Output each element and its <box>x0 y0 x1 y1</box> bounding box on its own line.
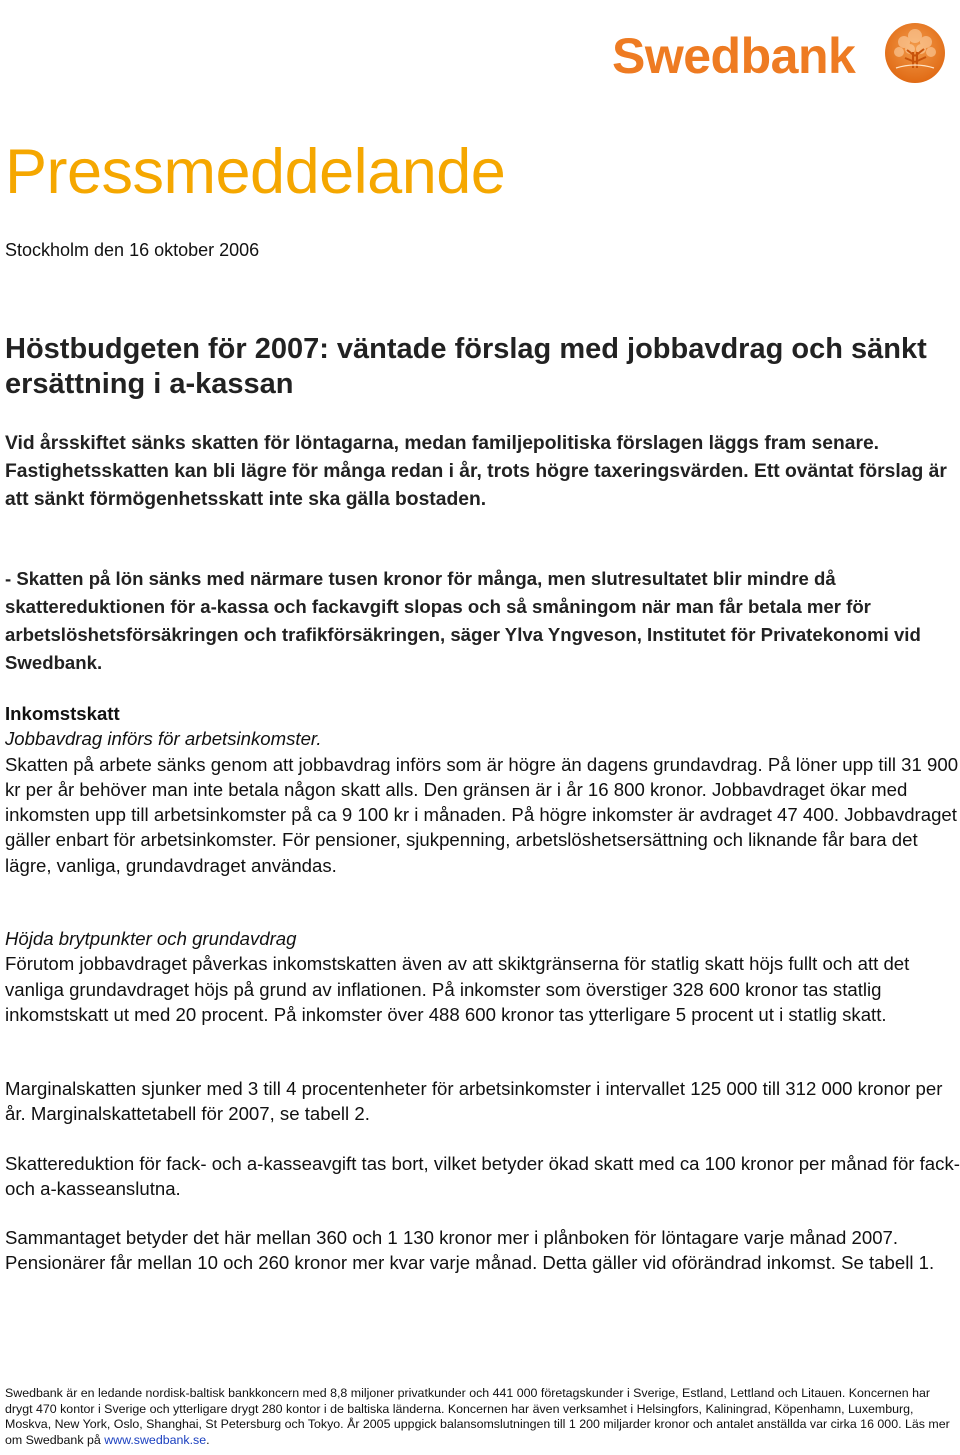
body-paragraph: Marginalskatten sjunker med 3 till 4 procentenheter för arbetsinkomster i intervallet 125 000 till 312 000 kronor per år. Marginalskattetabell för 2007, se tabell 2. <box>5 1078 943 1125</box>
dateline: Stockholm den 16 oktober 2006 <box>5 240 260 260</box>
body-paragraph: Skattereduktion för fack- och a-kasseavgift tas bort, vilket betyder ökad skatt med ca 100 kronor per månad för fack- och a-kasseanslutna. <box>5 1153 960 1200</box>
document-type-title: Pressmeddelande <box>5 137 506 207</box>
section-brackets <box>5 926 960 1027</box>
body-paragraph-summary <box>5 1225 960 1276</box>
body-paragraph: Sammantaget betyder det här mellan 360 och 1 130 kronor mer i plånboken för löntagare varje månad 2007. Pensionärer får mellan 10 och 260 kronor mer kvar varje månad. Detta gäller vid oförändrad inkomst. Se tabell 1. <box>5 1227 935 1274</box>
body-paragraph-tax-reduction <box>5 1151 960 1202</box>
lead-paragraph: Vid årsskiftet sänks skatten för löntagarna, medan familjepolitiska förslagen läggs fram senare. Fastighetsskatten kan bli lägre för många redan i år, trots högre taxeringsvärden. Ett oväntat förslag är att sänkt förmögenhetsskatt inte ska gälla bostaden. <box>5 433 947 510</box>
section-income-tax <box>5 701 960 878</box>
section-heading: Inkomstskatt <box>5 703 120 724</box>
section-subheading: Höjda brytpunkter och grundavdrag <box>5 928 297 949</box>
oak-tree-seal-icon <box>882 22 948 84</box>
quote-paragraph: - Skatten på lön sänks med närmare tusen kronor för många, men slutresultatet blir mindre då skattereduktionen för a-kassa och fackavgift slopas och så småningom när man får betala mer för arbetslöshetsförsäkringen och trafikförsäkringen, säger Ylva Yngveson, Institutet för Privatekonomi vid Swedbank. <box>5 568 921 673</box>
body-paragraph: Förutom jobbavdraget påverkas inkomstskatten även av att skiktgränserna för statlig skatt höjs fullt och att det vanliga grundavdraget höjs på grund av inflationen. På inkomster som överstiger 328 600 kronor tas statlig inkomstskatt ut med 20 procent. På inkomster över 488 600 kronor tas ytterligare 5 procent ut i statlig skatt. <box>5 953 910 1025</box>
section-body: Skatten på arbete sänks genom att jobbavdrag införs som är högre än dagens grundavdrag. På löner upp till 31 900 kr per år behöver man inte betala någon skatt alls. Den gränsen är i år 16 800 kronor. Jobbavdraget ökar med inkomsten upp till arbetsinkomster på ca 9 100 kr i månaden. På högre inkomster är avdraget 47 400. Jobbavdraget gäller enbart för arbetsinkomster. För pensioner, sjukpenning, arbetslöshetsersättning och liknande får bara det lägre, vanliga, grundavdraget användas. <box>5 753 959 876</box>
headline: Höstbudgeten för 2007: väntade förslag med jobbavdrag och sänkt ersättning i a-kassan <box>5 333 927 400</box>
footer-boilerplate <box>5 1386 957 1449</box>
body-paragraph-marginal-tax <box>5 1076 960 1127</box>
footer-trailing: . <box>206 1433 210 1448</box>
swedbank-logo <box>612 22 952 84</box>
website-link[interactable]: www.swedbank.se <box>104 1433 207 1448</box>
logo-wordmark: Swedbank <box>612 28 856 84</box>
section-subheading: Jobbavdrag införs för arbetsinkomster. <box>5 728 322 750</box>
footer-text: Swedbank är en ledande nordisk-baltisk bankkoncern med 8,8 miljoner privatkunder och 441 000 företagskunder i Sverige, Estland, Lettland och Litauen. Koncernen har drygt 470 kontor i Sverige och ytterligare drygt 280 kontor i de baltiska länderna. Koncernen har även verksamhet i Helsingfors, Kaliningrad, Köpenhamn, Luxemburg, Moskva, New York, Oslo, Shanghai, St Petersburg och Tokyo. År 2005 uppgick balansomslutningen till 1 200 miljarder kronor och antalet anställda var cirka 16 000. Läs mer om Swedbank på <box>5 1386 950 1448</box>
